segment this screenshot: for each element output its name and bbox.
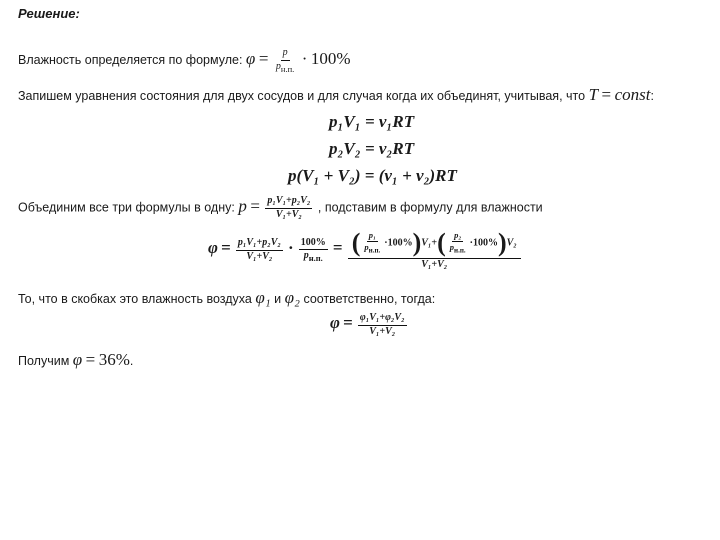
phi-symbol: φ (72, 350, 83, 369)
percent-fraction (299, 238, 328, 263)
and-word: и (274, 292, 282, 306)
combine-formulas-line (18, 196, 543, 220)
weighted-numerator: ( $\frac{\text{p₁}}{p_{н.п.}}$ ·100%)V₁+( $\frac{\text{p₂}}{p_{н.п.}}$ ·100%)V₂ (348, 230, 521, 259)
answer-line (18, 350, 133, 370)
phi-symbol: φ (245, 49, 256, 68)
respectively-text: соответственно, тогда: (303, 292, 436, 306)
humidity-fraction (274, 48, 296, 73)
equation-vessel-2: p₂V₂ = ν₂RT (329, 139, 415, 158)
fraction-denominator: V₁+V₂ (275, 208, 302, 220)
times-dot: · (288, 238, 294, 258)
period: . (129, 354, 134, 368)
fraction-denominator-sub: н.п. (368, 246, 381, 255)
equals-sign: = (343, 313, 353, 332)
fraction-denominator: p (303, 250, 309, 262)
temperature-symbol: T (588, 85, 599, 104)
phi-symbol: φ (208, 238, 218, 258)
humidity-weighted-fraction (348, 230, 521, 271)
fraction-numerator: φ₁V₁+φ₂V₂ (358, 313, 407, 326)
equals-sign: = (601, 85, 612, 104)
fraction-denominator: V₁+V₂ (369, 325, 396, 337)
volume-2: V₂ (506, 237, 517, 249)
equation-vessel-1: p₁V₁ = ν₁RT (329, 112, 415, 131)
p2-ratio-fraction (448, 231, 468, 255)
solution-heading: Решение: (18, 6, 80, 21)
plus-sign: + (431, 237, 438, 249)
fraction-denominator-sub: н.п. (280, 63, 295, 74)
humidity-explanation-line (18, 288, 435, 308)
state-equations-intro-text: Запишем уравнения состояния для двух сосудов и для случая когда их объединят, учитывая, что (18, 89, 586, 103)
humidity-definition-line (18, 48, 351, 73)
answer-value: 36% (98, 350, 130, 369)
fraction-numerator: 100% (299, 238, 328, 251)
phi1-symbol: φ₁ (255, 288, 271, 307)
answer-text: Получим (18, 354, 70, 368)
pressure-fraction (236, 238, 283, 262)
fraction-numerator: p₁V₁+p₂V₂ (265, 196, 312, 209)
percent-factor-1: ·100% (384, 237, 413, 249)
equals-sign: = (258, 49, 269, 68)
volume-1: V₁ (421, 237, 432, 249)
equation-combined: p(V₁ + V₂) = (ν₁ + ν₂)RT (288, 166, 457, 185)
fraction-denominator-sub: н.п. (454, 246, 466, 255)
times-dot: · (301, 49, 308, 68)
percent-100: 100% (310, 49, 351, 68)
equals-sign: = (85, 350, 96, 369)
fraction-numerator: p₁V₁+p₂V₂ (236, 238, 283, 251)
fraction-denominator-sub: н.п. (308, 253, 323, 264)
fraction-numerator: p (281, 48, 290, 61)
result-formula (330, 313, 409, 337)
humidity-definition-text: Влажность определяется по формуле: (18, 53, 243, 67)
pressure-symbol: p (238, 196, 247, 216)
humidity-explanation-text: То, что в скобках это влажность воздуха (18, 292, 252, 306)
equals-sign: = (221, 238, 231, 258)
const-symbol: const (614, 85, 651, 104)
colon: : (650, 89, 654, 103)
result-fraction (358, 313, 407, 337)
fraction-denominator: p (364, 241, 369, 252)
equals-sign: = (332, 238, 343, 258)
state-equations-intro-line (18, 85, 654, 105)
p1-ratio-fraction (362, 231, 382, 255)
percent-factor-2: ·100% (469, 237, 498, 249)
fraction-numerator: p₁ (368, 230, 376, 241)
weighted-denominator: V₁+V₂ (421, 259, 448, 270)
phi2-symbol: φ₂ (284, 288, 300, 307)
fraction-numerator: p₂ (454, 230, 462, 241)
equals-sign: = (250, 196, 260, 216)
substitute-text: , подставим в формулу для влажности (317, 200, 543, 215)
fraction-denominator: p (275, 60, 281, 72)
fraction-denominator: V₁+V₂ (246, 250, 273, 262)
combine-formulas-text: Объединим все три формулы в одну: (18, 200, 235, 215)
fraction-denominator: p (449, 241, 455, 252)
combined-pressure-fraction (265, 196, 312, 220)
humidity-substitution-formula (208, 230, 523, 271)
phi-symbol: φ (330, 313, 340, 332)
